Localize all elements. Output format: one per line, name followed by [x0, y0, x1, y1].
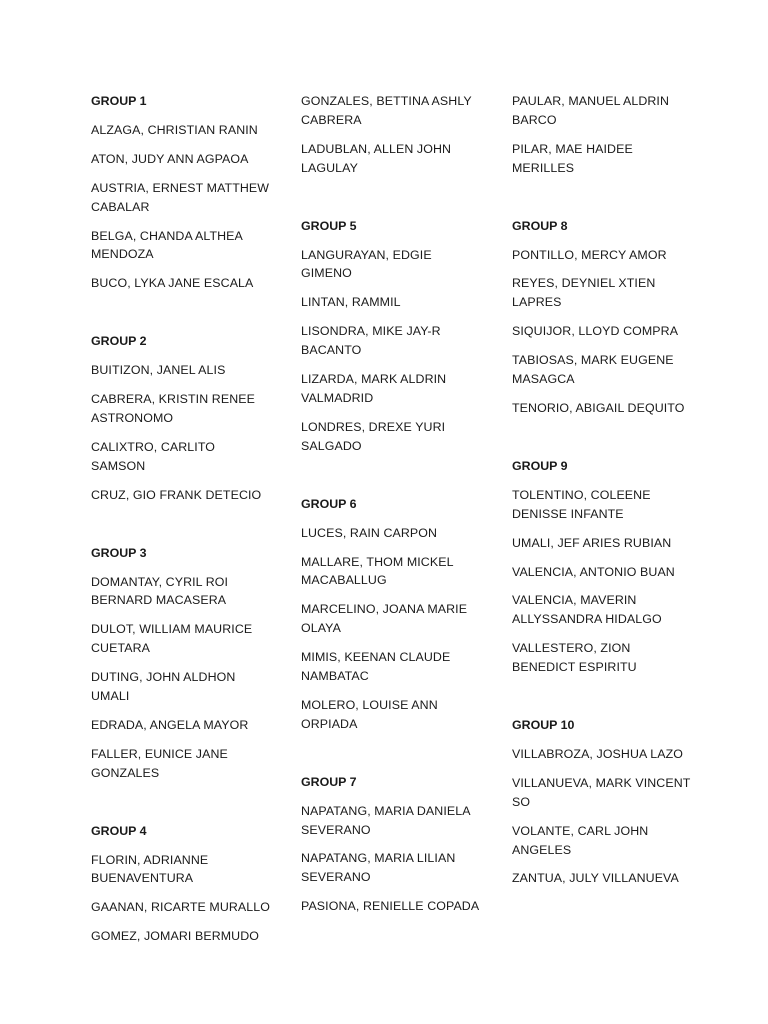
name-entry: EDRADA, ANGELA MAYOR [91, 717, 249, 732]
name-entry: FALLER, EUNICE JANE GONZALES [91, 746, 228, 780]
name-entry: VALENCIA, MAVERIN ALLYSSANDRA HIDALGO [512, 593, 662, 627]
name-entry: LANGURAYAN, EDGIE GIMENO [301, 247, 432, 281]
group-heading: GROUP 7 [301, 774, 357, 789]
name-entry: VILLABROZA, JOSHUA LAZO [512, 746, 684, 761]
name-entry: CRUZ, GIO FRANK DETECIO [91, 487, 262, 502]
group-heading: GROUP 9 [512, 458, 568, 473]
group-heading: GROUP 3 [91, 545, 147, 560]
name-entry: REYES, DEYNIEL XTIEN LAPRES [512, 276, 656, 310]
name-entry: LADUBLAN, ALLEN JOHN LAGULAY [301, 141, 452, 175]
name-entry: GAANAN, RICARTE MURALLO [91, 900, 271, 915]
name-entry: MARCELINO, JOANA MARIE OLAYA [301, 602, 468, 636]
column-2 [301, 92, 481, 926]
column-3 [512, 92, 692, 898]
group-heading: GROUP 5 [301, 218, 357, 233]
name-entry: LISONDRA, MIKE JAY-R BACANTO [301, 324, 441, 358]
name-entry: BUCO, LYKA JANE ESCALA [91, 276, 254, 291]
name-entry: LIZARDA, MARK ALDRIN VALMADRID [301, 372, 447, 405]
name-entry: MIMIS, KEENAN CLAUDE NAMBATAC [301, 650, 451, 684]
name-entry: SIQUIJOR, LLOYD COMPRA [512, 324, 679, 339]
name-entry: NAPATANG, MARIA LILIAN SEVERANO [301, 851, 456, 885]
group-heading: GROUP 4 [91, 823, 147, 838]
name-entry: AUSTRIA, ERNEST MATTHEW CABALAR [91, 180, 270, 214]
name-entry: CABRERA, KRISTIN RENEE ASTRONOMO [91, 392, 255, 425]
name-entry: GONZALES, BETTINA ASHLY CABRERA [301, 94, 472, 127]
group-heading: GROUP 1 [91, 94, 147, 108]
name-entry: MALLARE, THOM MICKEL MACABALLUG [301, 554, 454, 588]
name-entry: PONTILLO, MERCY AMOR [512, 247, 667, 262]
name-entry: PAULAR, MANUEL ALDRIN BARCO [512, 94, 670, 127]
name-entry: LUCES, RAIN CARPON [301, 525, 438, 540]
group-heading: GROUP 2 [91, 334, 147, 349]
group-heading: GROUP 8 [512, 218, 568, 233]
name-entry: GOMEZ, JOMARI BERMUDO [91, 929, 259, 944]
name-entry: BELGA, CHANDA ALTHEA MENDOZA [91, 228, 243, 262]
name-entry: LONDRES, DREXE YURI SALGADO [301, 419, 446, 453]
name-entry: DULOT, WILLIAM MAURICE CUETARA [91, 622, 253, 656]
name-entry: VOLANTE, CARL JOHN ANGELES [512, 823, 649, 857]
name-entry: DOMANTAY, CYRIL ROI BERNARD MACASERA [91, 574, 229, 608]
name-entry: ALZAGA, CHRISTIAN RANIN [91, 122, 258, 137]
name-entry: VILLANUEVA, MARK VINCENT SO [512, 775, 691, 809]
name-entry: DUTING, JOHN ALDHON UMALI [91, 670, 236, 704]
name-entry: TENORIO, ABIGAIL DEQUITO [512, 400, 685, 415]
name-entry: FLORIN, ADRIANNE BUENAVENTURA [91, 852, 209, 886]
name-entry: NAPATANG, MARIA DANIELA SEVERANO [301, 803, 470, 837]
name-entry: CALIXTRO, CARLITO SAMSON [91, 439, 216, 473]
name-entry: VALLESTERO, ZION BENEDICT ESPIRITU [512, 641, 637, 675]
name-entry: BUITIZON, JANEL ALIS [91, 363, 226, 378]
name-entry: ATON, JUDY ANN AGPAOA [91, 151, 249, 166]
name-entry: PASIONA, RENIELLE COPADA [301, 899, 480, 914]
name-entry: ZANTUA, JULY VILLANUEVA [512, 871, 679, 886]
name-entry: TOLENTINO, COLEENE DENISSE INFANTE [512, 487, 651, 521]
name-entry: LINTAN, RAMMIL [301, 295, 401, 310]
name-entry: TABIOSAS, MARK EUGENE MASAGCA [512, 353, 674, 387]
name-entry: VALENCIA, ANTONIO BUAN [512, 564, 675, 579]
name-entry: UMALI, JEF ARIES RUBIAN [512, 535, 672, 550]
group-heading: GROUP 10 [512, 718, 575, 733]
name-entry: MOLERO, LOUISE ANN ORPIADA [301, 697, 438, 731]
group-heading: GROUP 6 [301, 496, 357, 511]
column-1 [91, 92, 271, 956]
name-entry: PILAR, MAE HAIDEE MERILLES [512, 141, 633, 175]
